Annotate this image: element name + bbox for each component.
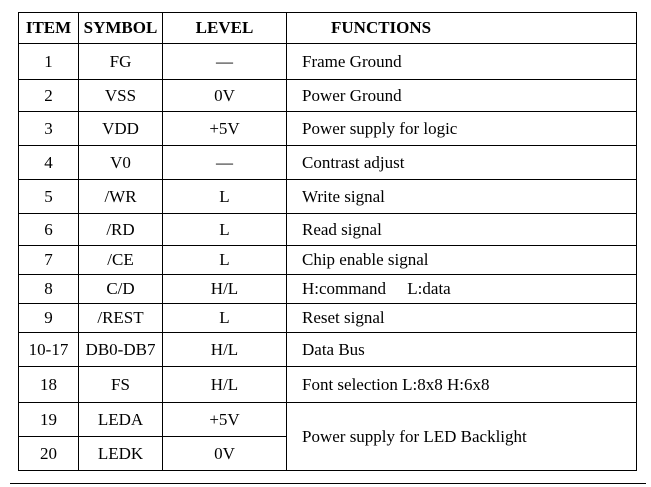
- table-row: [19, 80, 637, 112]
- item-cell: 10-17: [19, 333, 79, 367]
- table-row: [19, 333, 637, 367]
- symbol-cell: VSS: [79, 80, 163, 112]
- item-cell: 6: [19, 214, 79, 246]
- item-cell: 3: [19, 112, 79, 146]
- item-cell: 7: [19, 246, 79, 275]
- level-cell: H/L: [163, 275, 287, 304]
- function-cell: Power supply for LED Backlight: [287, 403, 637, 471]
- table-row: [19, 214, 637, 246]
- level-cell: 0V: [163, 437, 287, 471]
- level-cell: 0V: [163, 80, 287, 112]
- level-cell: +5V: [163, 403, 287, 437]
- table-row: [19, 367, 637, 403]
- bottom-rule: [10, 483, 646, 484]
- table-row: [19, 44, 637, 80]
- item-cell: 18: [19, 367, 79, 403]
- level-cell: H/L: [163, 333, 287, 367]
- function-cell: Power supply for logic: [287, 112, 637, 146]
- symbol-cell: /RD: [79, 214, 163, 246]
- item-cell: 8: [19, 275, 79, 304]
- level-cell: L: [163, 304, 287, 333]
- function-cell: Contrast adjust: [287, 146, 637, 180]
- header-level: LEVEL: [163, 13, 287, 44]
- symbol-cell: LEDK: [79, 437, 163, 471]
- function-cell: Reset signal: [287, 304, 637, 333]
- level-cell: +5V: [163, 112, 287, 146]
- table-row: [19, 146, 637, 180]
- function-cell: Write signal: [287, 180, 637, 214]
- function-cell: Power Ground: [287, 80, 637, 112]
- function-cell: Frame Ground: [287, 44, 637, 80]
- item-cell: 5: [19, 180, 79, 214]
- symbol-cell: DB0-DB7: [79, 333, 163, 367]
- symbol-cell: /REST: [79, 304, 163, 333]
- level-cell: —: [163, 146, 287, 180]
- function-cell: Data Bus: [287, 333, 637, 367]
- table-row: [19, 304, 637, 333]
- level-cell: L: [163, 246, 287, 275]
- header-item: ITEM: [19, 13, 79, 44]
- header-row: [19, 13, 637, 44]
- item-cell: 19: [19, 403, 79, 437]
- symbol-cell: FG: [79, 44, 163, 80]
- symbol-cell: LEDA: [79, 403, 163, 437]
- header-functions: FUNCTIONS: [287, 13, 637, 44]
- level-cell: —: [163, 44, 287, 80]
- function-cell: Chip enable signal: [287, 246, 637, 275]
- table-row: [19, 112, 637, 146]
- symbol-cell: VDD: [79, 112, 163, 146]
- function-cell: Read signal: [287, 214, 637, 246]
- symbol-cell: /CE: [79, 246, 163, 275]
- item-cell: 9: [19, 304, 79, 333]
- item-cell: 1: [19, 44, 79, 80]
- header-symbol: SYMBOL: [79, 13, 163, 44]
- level-cell: L: [163, 214, 287, 246]
- function-cell: Font selection L:8x8 H:6x8: [287, 367, 637, 403]
- symbol-cell: FS: [79, 367, 163, 403]
- item-cell: 20: [19, 437, 79, 471]
- table-row: [19, 180, 637, 214]
- symbol-cell: C/D: [79, 275, 163, 304]
- item-cell: 4: [19, 146, 79, 180]
- level-cell: H/L: [163, 367, 287, 403]
- pin-function-table: [18, 12, 637, 471]
- table-row: [19, 275, 637, 304]
- item-cell: 2: [19, 80, 79, 112]
- table-row: [19, 246, 637, 275]
- function-cell: H:command L:data: [287, 275, 637, 304]
- level-cell: L: [163, 180, 287, 214]
- symbol-cell: V0: [79, 146, 163, 180]
- symbol-cell: /WR: [79, 180, 163, 214]
- table-row: [19, 403, 637, 437]
